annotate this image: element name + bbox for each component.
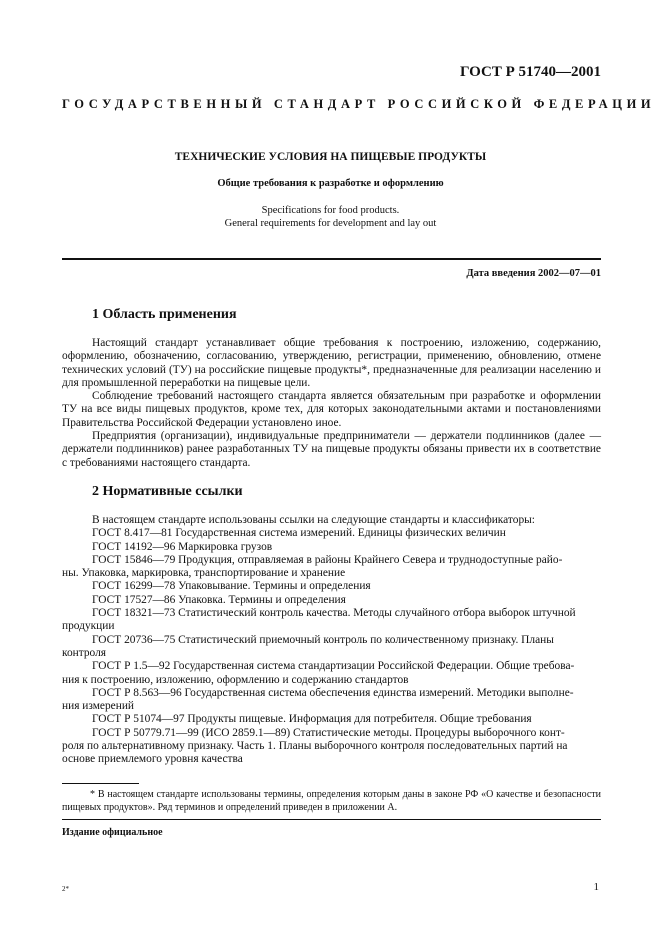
reference-line: ния измерений: [62, 700, 135, 713]
reference-line: ГОСТ 20736—75 Статистический приемочный контроль по количественному признаку. Планы: [92, 633, 554, 646]
footnote-text: * В настоящем стандарте использованы термины, определения которым даны в законе РФ «О качестве и безопасности пищевых продуктов». Ряд терминов и определений приведен в приложении А.: [62, 789, 601, 813]
reference-line: ны. Упаковка, маркировка, транспортирование и хранение: [62, 567, 346, 580]
section-1-heading: 1 Область применения: [92, 307, 237, 322]
reference-line: продукции: [62, 620, 115, 633]
page-number: 1: [593, 881, 599, 893]
reference-line: ГОСТ Р 1.5—92 Государственная система стандартизации Российской Федерации. Общие требова-: [92, 660, 575, 673]
reference-line: основе приемлемого уровня качества: [62, 753, 243, 766]
reference-line: роля по альтернативному признаку. Часть 1. Планы выборочного контроля последовательных партий на: [62, 740, 568, 753]
reference-line: ния к построению, изложению, оформлению и содержанию стандартов: [62, 673, 409, 686]
reference-line: контроля: [62, 646, 107, 659]
header-divider: [62, 258, 601, 260]
section-1-paragraph: Соблюдение требований настоящего стандарта является обязательным при разработке и оформлении ТУ на все виды пищевых продуктов, кроме тех, для которых законодательными актами и постановлениями Правительства Российской Федерации установлено иное.: [62, 390, 601, 429]
reference-line: ГОСТ 17527—86 Упаковка. Термины и определения: [92, 593, 346, 606]
english-title-line-2: General requirements for development and lay out: [224, 218, 437, 229]
edition-label: Издание официальное: [62, 827, 163, 838]
english-title: [0, 204, 661, 230]
english-title-line-1: Specifications for food products.: [261, 205, 400, 216]
reference-line: В настоящем стандарте использованы ссылки на следующие стандарты и классификаторы:: [92, 514, 535, 526]
section-1-paragraph: Настоящий стандарт устанавливает общие требования к построению, изложению, содержанию, оформлению, обозначению, согласованию, утверждению, регистрации, применению, обновлению, отмене технических условий (ТУ) на российские пищевые продукты*, предназначенные для реализации населению и для промышленной переработки на пищевые цели.: [62, 337, 601, 389]
footnote-separator: [62, 783, 139, 784]
introduction-date: Дата введения 2002—07—01: [466, 268, 601, 279]
section-2-heading: 2 Нормативные ссылки: [92, 484, 243, 499]
sheet-mark: 2*: [62, 885, 69, 893]
reference-line: ГОСТ Р 50779.71—99 (ИСО 2859.1—89) Статистические методы. Процедуры выборочного конт-: [92, 726, 565, 739]
document-title: ТЕХНИЧЕСКИЕ УСЛОВИЯ НА ПИЩЕВЫЕ ПРОДУКТЫ: [174, 151, 487, 163]
reference-line: ГОСТ 14192—96 Маркировка грузов: [92, 540, 273, 553]
reference-line: ГОСТ Р 8.563—96 Государственная система обеспечения единства измерений. Методики выполне-: [92, 686, 574, 699]
reference-line: ГОСТ Р 51074—97 Продукты пищевые. Информация для потребителя. Общие требования: [92, 713, 532, 726]
section-1-paragraph: Предприятия (организации), индивидуальные предприниматели — держатели подлинников (далее — держатели подлинников) ранее разработанных ТУ на пищевые продукты обязаны привести их в соответствие с требованиями настоящего стандарта.: [62, 430, 601, 469]
reference-line: ГОСТ 15846—79 Продукция, отправляемая в районы Крайнего Севера и труднодоступные райо-: [92, 553, 563, 566]
reference-line: ГОСТ 8.417—81 Государственная система измерений. Единицы физических величин: [92, 527, 506, 540]
section-1-body: [62, 337, 601, 470]
footnote: [62, 789, 601, 814]
reference-line: ГОСТ 16299—78 Упаковывание. Термины и определения: [92, 580, 371, 593]
document-subtitle: Общие требования к разработке и оформлению: [217, 178, 444, 189]
references-list: [62, 514, 601, 767]
reference-line: ГОСТ 18321—73 Статистический контроль качества. Методы случайного отбора выборок штучной: [92, 607, 576, 620]
standard-name: ГОСУДАРСТВЕННЫЙ СТАНДАРТ РОССИЙСКОЙ ФЕДЕРАЦИИ: [62, 97, 656, 111]
footer-divider: [62, 819, 601, 820]
standard-code: ГОСТ Р 51740—2001: [459, 64, 601, 80]
